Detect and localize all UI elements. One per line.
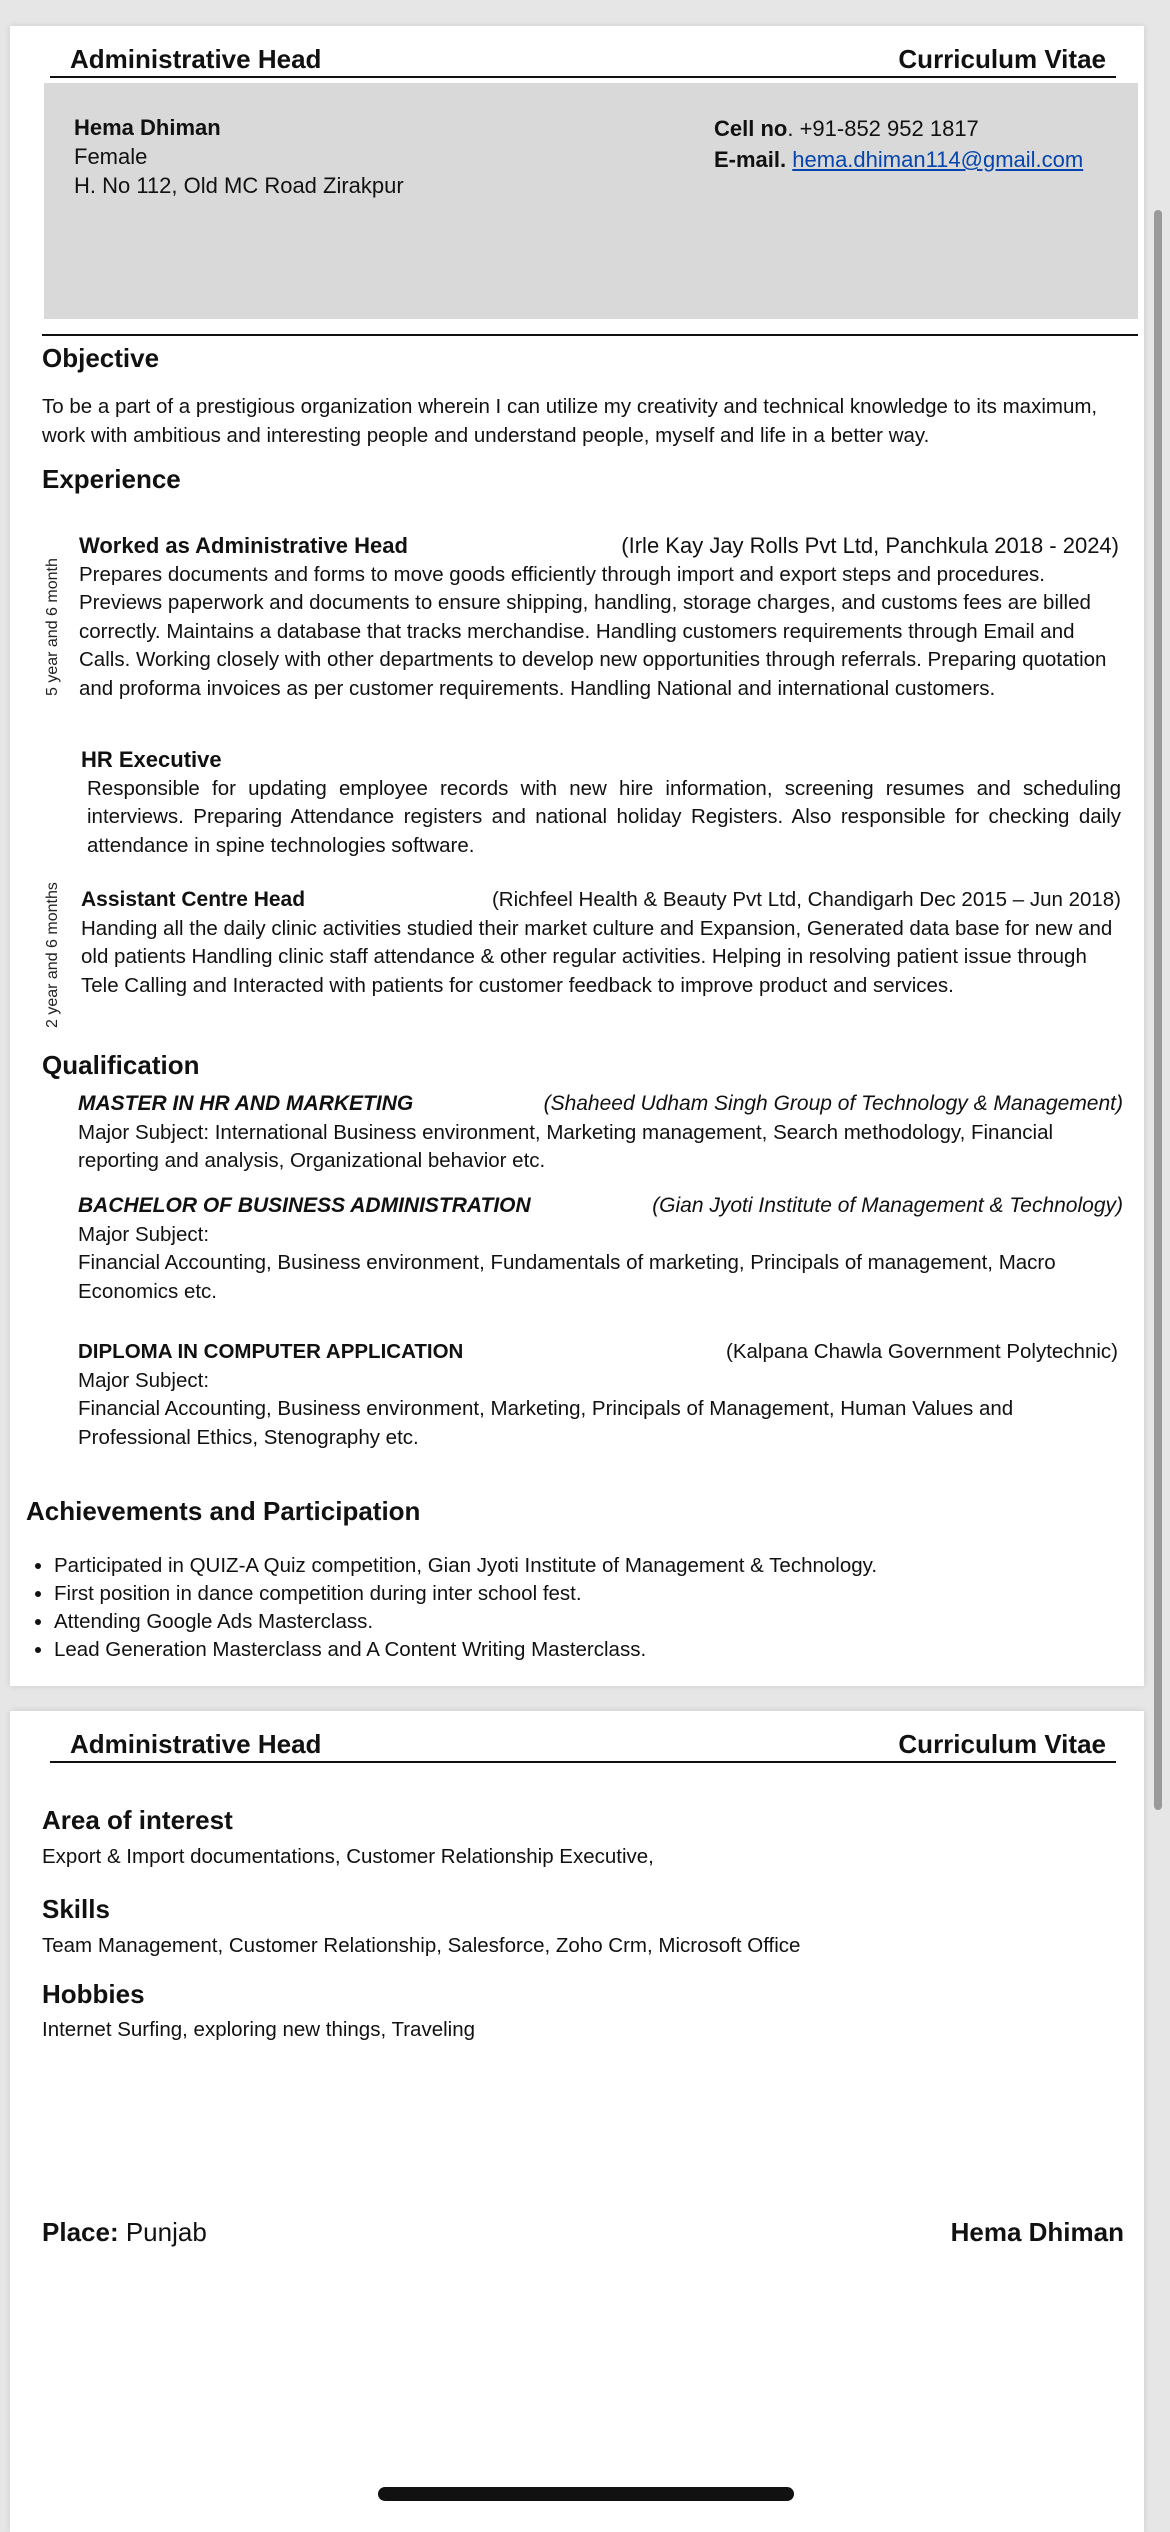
skills-text: Team Management, Customer Relationship, Salesforce, Zoho Crm, Microsoft Office: [42, 1934, 801, 1957]
job-description: Handing all the daily clinic activities studied their market culture and Expansion, Generated data base for new and old patients Handling clinic staff attendance & other regular activities. Helping in resolving patient issue through Tele Calling and Interacted with patients for customer feedback to improve product and services.: [81, 916, 1113, 997]
degree-title: DIPLOMA IN COMPUTER APPLICATION: [78, 1340, 464, 1363]
major-subjects: Financial Accounting, Business environment, Fundamentals of marketing, Principals of management, Macro Economics etc.: [78, 1251, 1056, 1303]
hobbies-heading: Hobbies: [42, 1979, 145, 2009]
skills-heading: Skills: [42, 1894, 110, 1924]
job-org: (Richfeel Health & Beauty Pvt Ltd, Chandigarh Dec 2015 – Jun 2018): [491, 888, 1121, 911]
institution: (Shaheed Udham Singh Group of Technology & Management): [543, 1092, 1123, 1115]
home-indicator[interactable]: [378, 2487, 794, 2501]
list-item: • Participated in QUIZ-A Quiz competition, Gian Jyoti Institute of Management & Technology.: [54, 1552, 1134, 1580]
cv-page-2: [10, 1711, 1144, 2532]
job-description: Prepares documents and forms to move goods efficiently through import and export steps and procedures. Previews paperwork and documents to ensure shipping, handling, storage charges, and customs fees are billed correctly. Maintains a database that tracks merchandise. Handling customers requirements through Email and Calls. Working closely with other departments to develop new opportunities through referrals. Preparing quotation and proforma invoices as per customer requirements. Handling National and international customers.: [79, 562, 1107, 700]
candidate-name: Hema Dhiman: [74, 115, 221, 140]
area-of-interest-text: Export & Import documentations, Customer Relationship Executive,: [42, 1845, 654, 1868]
job-item: [81, 886, 1121, 1000]
job-title: Assistant Centre Head: [81, 888, 306, 911]
job-description: Responsible for updating employee records with new hire information, screening resumes and scheduling interviews. Preparing Attendance registers and national holiday Registers. Also responsible for checking daily attendance in spine technologies software.: [87, 776, 1121, 857]
achievements-heading: Achievements and Participation: [26, 1496, 421, 1526]
area-of-interest-heading: Area of interest: [42, 1805, 233, 1835]
major-subject-label: Major Subject:: [78, 1368, 210, 1392]
cell-value: . +91-852 952 1817: [787, 116, 979, 141]
personal-info: [74, 113, 404, 200]
degree-title: MASTER IN HR AND MARKETING: [78, 1092, 414, 1115]
place-value: Punjab: [125, 2217, 207, 2247]
gender: Female: [74, 144, 148, 169]
objective-heading: Objective: [42, 343, 160, 373]
institution: (Kalpana Chawla Government Polytechnic): [726, 1340, 1118, 1363]
hobbies-text: Internet Surfing, exploring new things, Traveling: [42, 2018, 476, 2041]
objective-text: To be a part of a prestigious organization wherein I can utilize my creativity and technical knowledge to its maximum, work with ambitious and interesting people and understand people, myself and life in a better way.: [42, 395, 1098, 447]
email-label: E-mail.: [714, 147, 787, 172]
major-subjects: Financial Accounting, Business environment, Marketing, Principals of Management, Human Values and Professional Ethics, Stenography etc.: [78, 1397, 1014, 1449]
major-subject-label: Major Subject:: [78, 1222, 210, 1246]
page-header: [50, 1721, 1116, 1763]
major-subjects: Major Subject: International Business environment, Marketing management, Search methodology, Financial reporting and analysis, Organizational behavior etc.: [78, 1120, 1054, 1172]
degree-title: BACHELOR OF BUSINESS ADMINISTRATION: [78, 1194, 531, 1217]
place-label: Place:: [42, 2217, 119, 2247]
job-item: [81, 746, 1121, 860]
qualification-item: [78, 1090, 1123, 1176]
place-line: [42, 2217, 207, 2248]
experience-heading: Experience: [42, 464, 181, 494]
qualification-item: [78, 1192, 1123, 1306]
signature-name: Hema Dhiman: [950, 2217, 1124, 2247]
qualification-item: [78, 1338, 1118, 1452]
divider: [42, 334, 1138, 336]
job-org: (Irle Kay Jay Rolls Pvt Ltd, Panchkula 2018 - 2024): [621, 533, 1119, 558]
header-doc-type: Curriculum Vitae: [898, 44, 1106, 74]
address: H. No 112, Old MC Road Zirakpur: [74, 173, 404, 198]
header-doc-type: Curriculum Vitae: [898, 1729, 1106, 1759]
institution: (Gian Jyoti Institute of Management & Technology): [652, 1194, 1123, 1217]
qualification-heading: Qualification: [42, 1050, 200, 1080]
header-role: Administrative Head: [70, 1729, 322, 1759]
header-role: Administrative Head: [70, 44, 322, 74]
list-item: • First position in dance competition during inter school fest.: [54, 1580, 1134, 1608]
list-item: • Attending Google Ads Masterclass.: [54, 1608, 1134, 1636]
duration-label-1: 5 year and 6 month: [44, 558, 61, 696]
cell-label: Cell no: [714, 116, 788, 141]
cv-page-1: [10, 26, 1144, 1686]
achievements-list: [26, 1552, 1134, 1664]
duration-label-2: 2 year and 6 months: [44, 882, 61, 1028]
job-title: Worked as Administrative Head: [79, 533, 408, 558]
email-link[interactable]: hema.dhiman114@gmail.com: [792, 147, 1084, 172]
contact-box: [44, 83, 1138, 319]
list-item: • Lead Generation Masterclass and A Content Writing Masterclass.: [54, 1636, 1134, 1664]
page-header: [50, 36, 1116, 78]
contact-info: [714, 113, 1083, 175]
job-item: [79, 532, 1119, 703]
job-title: HR Executive: [81, 747, 222, 772]
scrollbar[interactable]: [1154, 210, 1162, 1810]
